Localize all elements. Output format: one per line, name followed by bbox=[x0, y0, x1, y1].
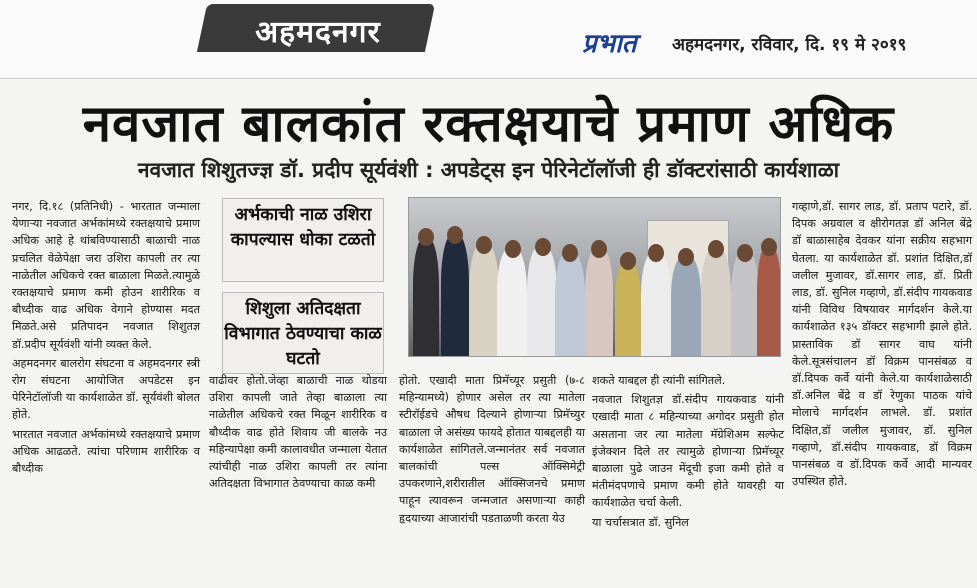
subheadline: नवजात शिशुतज्ज्ञ डॉ. प्रदीप सूर्यवंशी : अपडेट्स इन पेरिनेटॉलॉजी ही डॉक्टरांसाठी कार्यशाळा bbox=[137, 158, 840, 182]
paragraph: भारतात नवजात अर्भकांमध्ये रक्तक्षयाचे प्रमाण अधिक आढळते. त्यांचा परिणाम शारीरिक व बौध्दीक bbox=[12, 427, 200, 476]
highlight-box: अर्भकाची नाळ उशिरा कापल्यास धोका टळतो bbox=[222, 198, 384, 282]
section-label: अहमदनगर bbox=[255, 15, 381, 50]
dateline: अहमदनगर, रविवार, दि. १९ मे २०१९ bbox=[672, 35, 907, 55]
paragraph: शकते याबद्दल ही त्यांनी सांगितले. bbox=[592, 374, 726, 387]
paragraph: होतो. एखादी माता प्रिमॅच्यूर प्रसुती (७-८ महिन्यामध्ये) होणार असेल तर त्या मातेला स्टीरॉईडचे औषध दिल्याने होणाऱ्या प्रिमॅच्युर बाळाला जे असंख्य फायदे होतात याबद्दलही या कार्यशाळेत सांगितले.जन्मानंतर सर्व नवजात बालकांची पल्स ऑक्सिमेट्री उपकरणाने,शरीरातील ऑक्सिजनचे प्रमाण पाहून त्यावरून जन्मजात असणाऱ्या काही हृदयाच्या आजारांची पडताळणी करता येउ bbox=[399, 374, 585, 525]
article-column-5 bbox=[792, 198, 972, 492]
highlight-box: शिशुला अतिदक्षता विभागात ठेवण्याचा काळ घटतो bbox=[222, 292, 384, 374]
paragraph: नगर, दि.१८ (प्रतिनिधी) - भारतात जन्माला येणाऱ्या नवजात अर्भकांमध्ये रक्तक्षयाचे प्रमाण अधिक आहे हे थांबविण्यासाठी बाळाची नाळ प्रचलित वेळेपेक्षा जरा उशिरा कापली तर त्या नाळेतील अधिकचे रक्त बाळाला मिळते.त्यामुळे रक्तक्षयाचे प्रमाण कमी होउन शारीरिक व बौध्दीक वाढ अधिक वेगाने होण्यास मदत मिळते.असे प्रतिपादन नवजात शिशुतज्ञ डॉ.प्रदीप सूर्यवंशी यांनी व्यक्त केले. bbox=[12, 200, 200, 351]
paragraph: गव्हाणे,डॉ. सागर लाड, डॉ. प्रताप पटारे, डॉ. दिपक अग्रवाल व क्षीरोगतज्ञ डॉ अनिल बेंद्रे डॉ बाळासाहेब देवकर यांना सक्रीय सहभाग घेतला. या कार्यशाळेत डॉ. प्रशांत दिक्षित,डॉ जलील मुजावर, डॉ.सागर लाड, डॉ. प्रिती लाड, डॉ. सुनिल गव्हाणे, डॉ.संदीप गायकवाड यांनी विविध विषयावर मार्गदर्शन केले.या कार्यशाळेत १३५ डॉक्टर सहभागी झाले होते. प्रास्ताविक डॉ सागर वाघ यांनी केले.सूत्रसंचालन डॉ विक्रम पानसंबळ व डॉ.दिपक कर्वे यांनी केले.या कार्यशाळेसाठी डॉ.अनिल बेंद्रे व डॉ रेणुका पाठक यांचे मोलाचे मार्गदर्शन लाभले. डॉ. प्रशांत दिक्षित,डॉ जलील मुजावर, डॉ. सुनिल गव्हाणे, डॉ.संदीप गायकवाड, डॉ विक्रम पानसंबळ व डॉ.दिपक कर्वे आदी मान्यवर उपस्थित होते. bbox=[792, 200, 972, 489]
headline: नवजात बालकांत रक्तक्षयाचे प्रमाण अधिक bbox=[82, 95, 895, 154]
paragraph: नवजात शिशुतज्ञ डॉ.संदीप गायकवाड यांनी एखादी माता ८ महिन्याच्या अगोदर प्रसुती होत असताना जर त्या मातेला मॅग्रेशिअम सल्फेट इंजेक्शन दिले तर त्यामुळे होणाऱ्या प्रिमॅच्यूर बाळाला पुढे जाउन मेंदूची इजा कमी होते व मंतीमंदपणाचे प्रमाण कमी होते यावरही या कार्यशाळेत चर्चा केली. bbox=[592, 393, 784, 510]
article-column-3 bbox=[399, 372, 585, 529]
article-column-4 bbox=[592, 372, 784, 533]
paragraph: वाढीवर होतो.जेव्हा बाळाची नाळ थोडया उशिरा कापली जाते तेव्हा बाळाला त्या नाळेतील अधिकचे रक्त मिळून शारीरिक व बौध्दीक वाढ होते शिवाय जी बालके नउ महिन्यापेक्षा कमी कालावधीत जन्माला येतात त्यांचीही नाळ उशिरा कापली तर त्यांना अतिदक्षता विभागात ठेवण्याचा काळ कमी bbox=[209, 374, 387, 491]
newspaper-logo: प्रभात bbox=[582, 29, 637, 59]
article-column-2 bbox=[209, 372, 387, 494]
paragraph: अहमदनगर बालरोग संघटना व अहमदनगर स्त्री रोग संघटना आयोजित अपडेटस इन पेरिनेटॉलॉजी या कार्यशाळेत डॉ. सूर्यवंशी बोलत होते. bbox=[12, 356, 200, 422]
masthead-bar bbox=[0, 0, 977, 79]
event-photo bbox=[408, 197, 781, 357]
article-column-1 bbox=[12, 198, 200, 479]
paragraph: या चर्चासत्रात डॉ. सुनिल bbox=[592, 515, 689, 529]
